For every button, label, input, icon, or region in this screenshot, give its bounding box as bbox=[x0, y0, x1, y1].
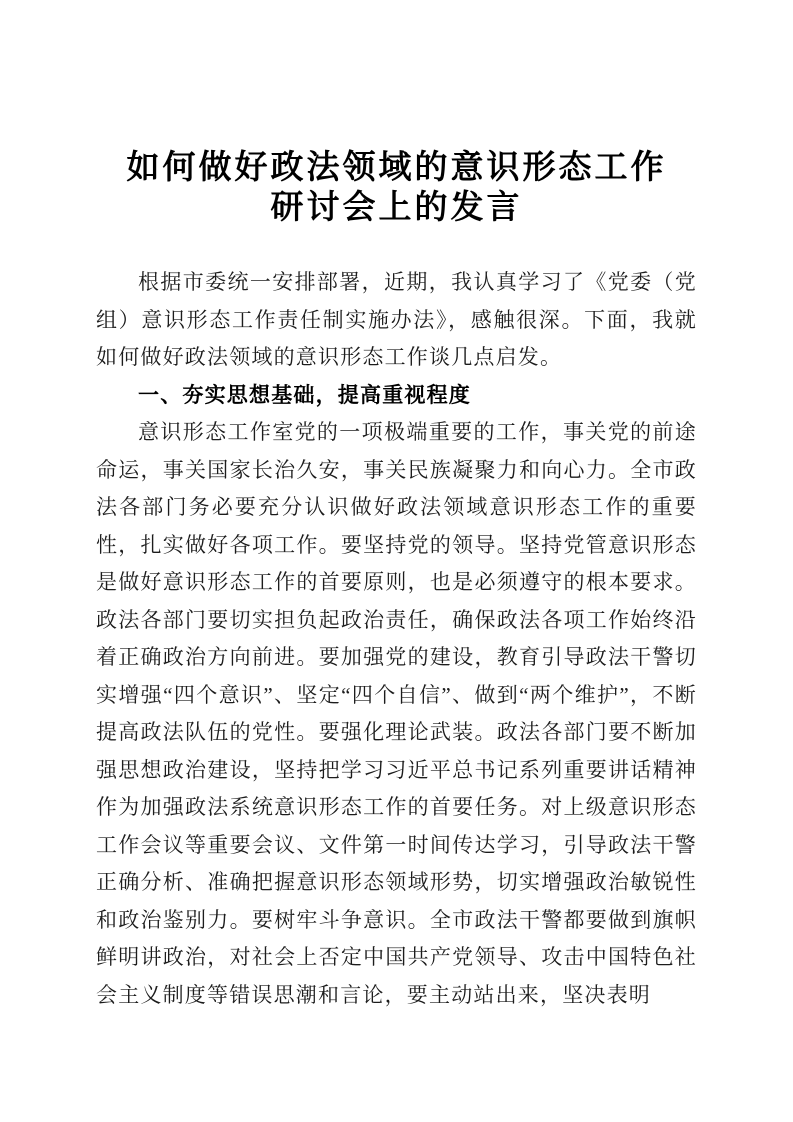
page-title-line-2: 研讨会上的发言 bbox=[270, 190, 523, 226]
section-heading-1: 一、夯实思想基础，提高重视程度 bbox=[138, 382, 471, 407]
page-title-line-1: 如何做好政法领域的意识形态工作 bbox=[126, 150, 667, 186]
page-title bbox=[96, 148, 697, 228]
section-1-paragraph: 意识形态工作室党的一项极端重要的工作，事关党的前途命运，事关国家长治久安，事关民族凝聚力和向心力。全市政法各部门务必要充分认识做好政法领域意识形态工作的重要性，扎实做好各项工作。要坚持党的领导。坚持党管意识形态是做好意识形态工作的首要原则，也是必须遵守的根本要求。政法各部门要切实担负起政治责任，确保政法各项工作始终沿着正确政治方向前进。要加强党的建设，教育引导政法干警切实增强“四个意识”、坚定“四个自信”、做到“两个维护”，不断提高政法队伍的党性。要强化理论武装。政法各部门要不断加强思想政治建设，坚持把学习习近平总书记系列重要讲话精神作为加强政法系统意识形态工作的首要任务。对上级意识形态工作会议等重要会议、文件第一时间传达学习，引导政法干警正确分析、准确把握意识形态领域形势，切实增强政治敏锐性和政治鉴别力。要树牢斗争意识。全市政法干警都要做到旗帜鲜明讲政治，对社会上否定中国共产党领导、攻击中国特色社会主义制度等错误思潮和言论，要主动站出来，坚决表明 bbox=[96, 420, 697, 1007]
intro-paragraph: 根据市委统一安排部署，近期，我认真学习了《党委（党组）意识形态工作责任制实施办法》，感触很深。下面，我就如何做好政法领域的意识形态工作谈几点启发。 bbox=[96, 270, 697, 369]
document-body bbox=[96, 264, 697, 1014]
